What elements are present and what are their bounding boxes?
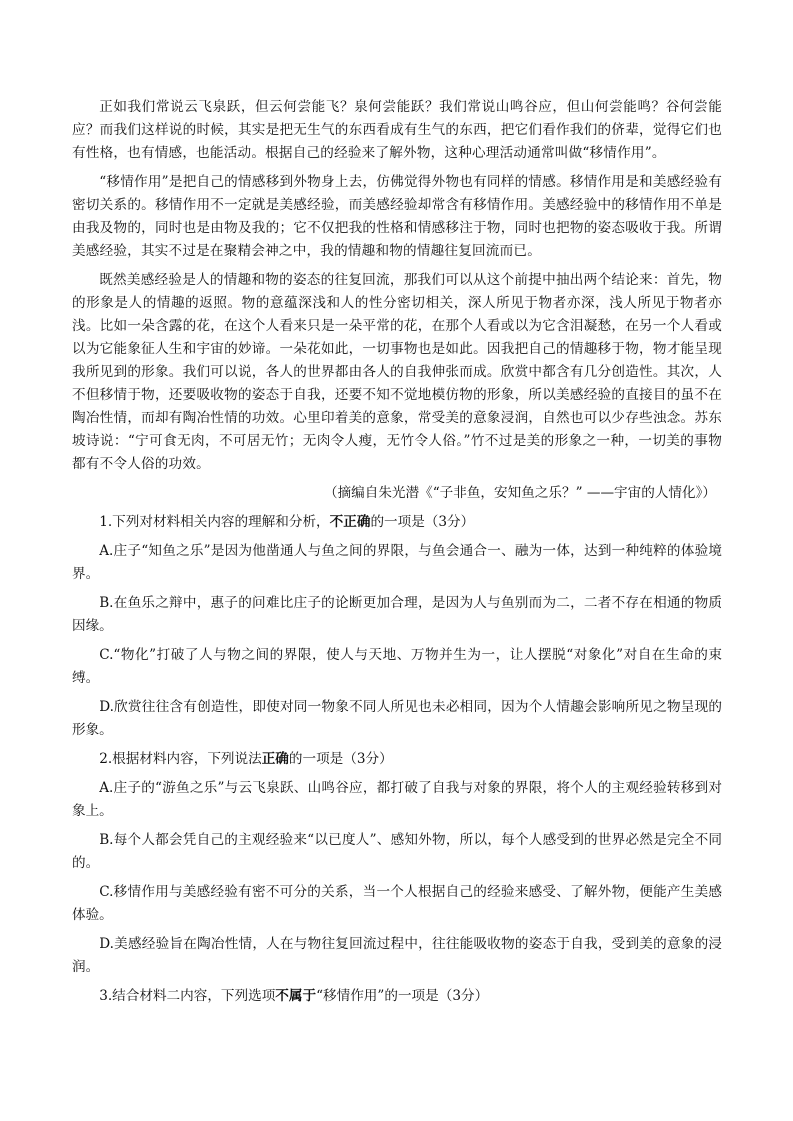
question-2-option-a: A.庄子的“游鱼之乐”与云飞泉跃、山鸣谷应，都打破了自我与对象的界限，将个人的主观经验转移到对象上。 (72, 780, 722, 819)
question-2-stem-emphasis: 正确 (261, 751, 289, 767)
question-2-stem-after: 的一项是（3分） (288, 751, 393, 767)
question-2-option-d: D.美感经验旨在陶冶性情，人在与物往复回流过程中，往往能吸收物的姿态于自我，受到美的意象的浸润。 (72, 936, 722, 975)
question-2-stem-before: 2.根据材料内容，下列说法 (99, 751, 262, 767)
passage-source: （摘编自朱光潜《“子非鱼，安知鱼之乐？” ——宇宙的人情化》） (323, 485, 716, 501)
question-1-option-c: C.“物化”打破了人与物之间的界限，使人与天地、万物并生为一，让人摆脱“对象化”对自在生命的束缚。 (72, 647, 722, 686)
question-3-stem (72, 985, 722, 1008)
question-1-stem (72, 511, 722, 534)
passage-paragraph-3: 既然美感经验是人的情趣和物的姿态的往复回流，那我们可以从这个前提中抽出两个结论来：首先，物的形象是人的情趣的返照。物的意蕴深浅和人的性分密切相关，深人所见于物者亦深，浅人所见于物者亦浅。比如一朵含露的花，在这个人看来只是一朵平常的花，在那个人看或以为它含泪凝愁，在另一个人看或以为它能象征人生和宇宙的妙谛。一朵花如此，一切事物也是如此。因我把自己的情趣移于物，物才能呈现我所见到的形象。我们可以说，各人的世界都由各人的自我伸张而成。欣赏中都含有几分创造性。其次，人不但移情于物，还要吸收物的姿态于自我，还要不知不觉地模仿物的形象，所以美感经验的直接目的虽不在陶冶性情，而却有陶冶性情的功效。心里印着美的意象，常受美的意象浸润，自然也可以少存些浊念。苏东坡诗说：“宁可食无肉，不可居无竹；无肉令人瘦，无竹令人俗。”竹不过是美的形象之一种，一切美的事物都有不令人俗的功效。 (72, 272, 722, 472)
question-1-stem-before: 1.下列对材料相关内容的理解和分析， (99, 514, 330, 530)
question-1-option-b: B.在鱼乐之辩中，惠子的问难比庄子的论断更加合理，是因为人与鱼别而为二，二者不存在相通的物质因缘。 (72, 595, 722, 634)
question-3-stem-after: “移情作用”的一项是（3分） (316, 988, 489, 1004)
question-2-option-b: B.每个人都会凭自己的主观经验来“以已度人”、感知外物，所以，每个人感受到的世界必然是完全不同的。 (72, 832, 722, 871)
question-1-stem-after: 的一项是（3分） (370, 514, 475, 530)
question-3-stem-emphasis: 不属于 (275, 988, 317, 1004)
exam-page (72, 96, 722, 1012)
passage-paragraph-1: 正如我们常说云飞泉跃，但云何尝能飞？泉何尝能跃？我们常说山鸣谷应，但山何尝能鸣？谷何尝能应？而我们这样说的时候，其实是把无生气的东西看成有生气的东西，把它们看作我们的侪辈，觉得它们也有性格，也有情感，也能活动。根据自己的经验来了解外物，这种心理活动通常叫做“移情作用”。 (72, 99, 722, 161)
question-1-option-d: D.欣赏往往含有创造性，即使对同一物象不同人所见也未必相同，因为个人情趣会影响所见之物呈现的形象。 (72, 699, 722, 738)
question-3-stem-before: 3.结合材料二内容，下列选项 (99, 988, 276, 1004)
question-2-option-c: C.移情作用与美感经验有密不可分的关系，当一个人根据自己的经验来感受、了解外物，便能产生美感体验。 (72, 884, 722, 923)
passage-paragraph-2: “移情作用”是把自己的情感移到外物身上去，仿佛觉得外物也有同样的情感。移情作用是和美感经验有密切关系的。移情作用不一定就是美感经验，而美感经验却常含有移情作用。美感经验中的移情作用不单是由我及物的，同时也是由物及我的；它不仅把我的性格和情感移注于物，同时也把物的姿态吸收于我。所谓美感经验，其实不过是在聚精会神之中，我的情趣和物的情趣往复回流而已。 (72, 174, 722, 259)
question-2-stem (72, 748, 722, 771)
question-1-stem-emphasis: 不正确 (329, 514, 371, 530)
question-1-option-a: A.庄子“知鱼之乐”是因为他凿通人与鱼之间的界限，与鱼会通合一、融为一体，达到一种纯粹的体验境界。 (72, 543, 722, 582)
